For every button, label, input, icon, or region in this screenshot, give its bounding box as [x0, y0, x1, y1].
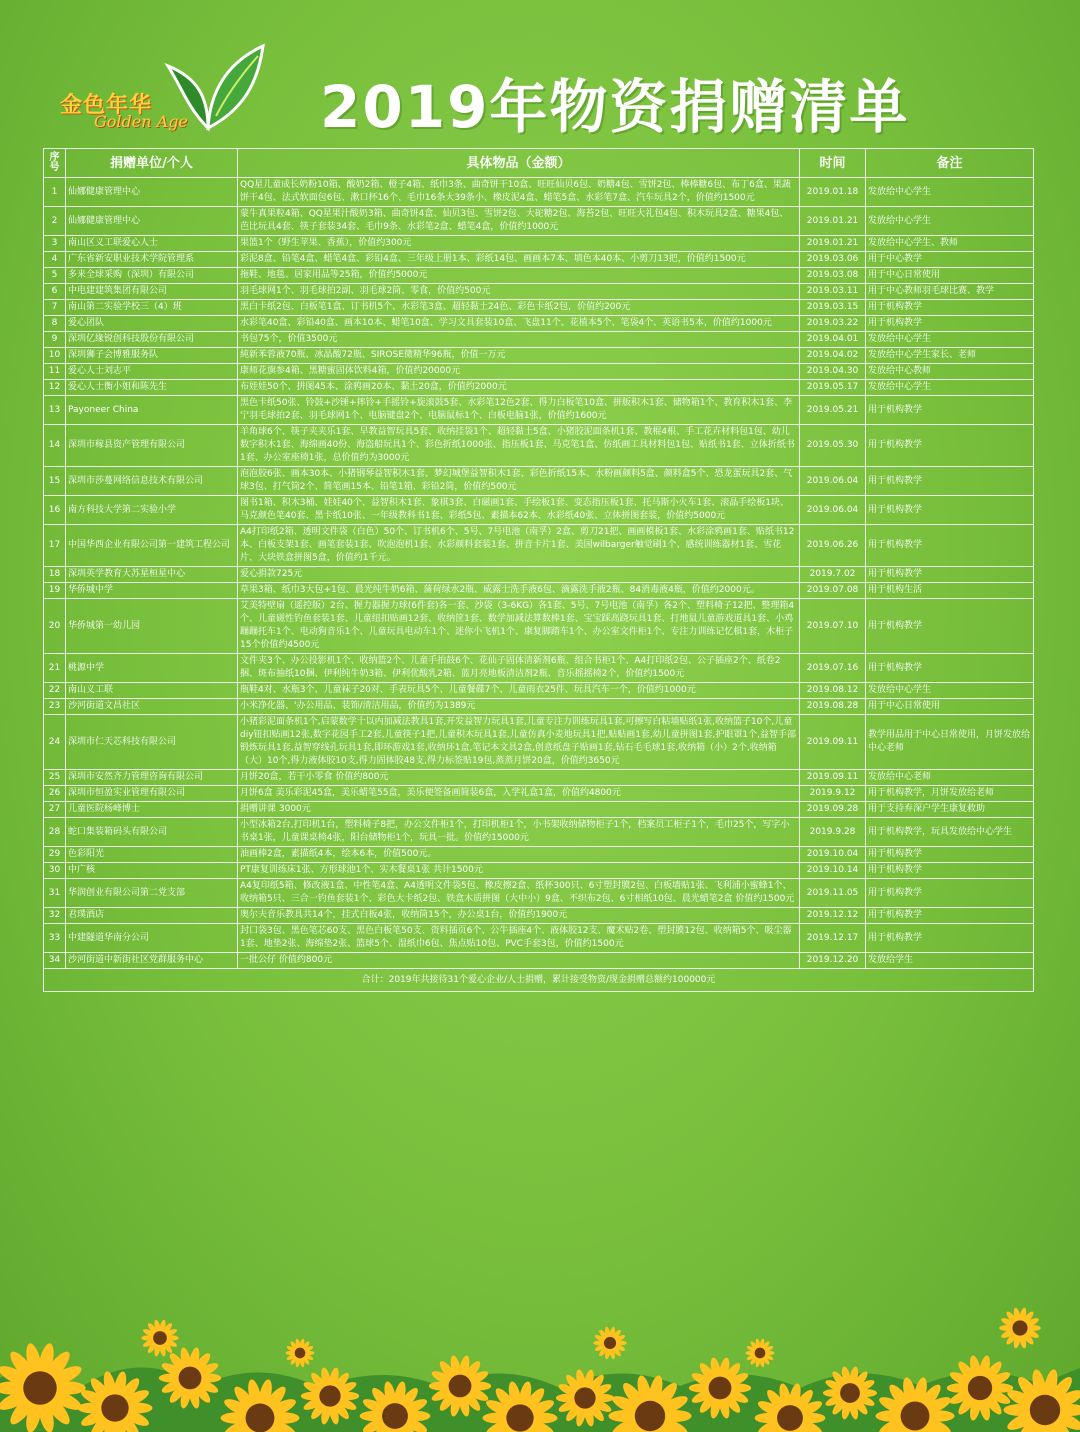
cell-donor: 深圳亿缘锐创科技股份有限公司 [66, 332, 238, 348]
cell-note: 用于支持弃深户学生康复救助 [866, 802, 1034, 818]
table-row [44, 879, 1034, 908]
table-row [44, 654, 1034, 683]
cell-items: 羽毛球网1个、羽毛球拍2副、羽毛球2筒、零食，价值约500元 [238, 284, 800, 300]
cell-no: 8 [44, 316, 66, 332]
table-row [44, 332, 1034, 348]
cell-time: 2019.04.01 [800, 332, 866, 348]
cell-donor: 深圳市恒盈实业管理有限公司 [66, 786, 238, 802]
cell-no: 12 [44, 380, 66, 396]
donation-table [43, 148, 1034, 992]
cell-note: 用于机构教学 [866, 567, 1034, 583]
cell-time: 2019.03.22 [800, 316, 866, 332]
cell-time: 2019.11.05 [800, 879, 866, 908]
cell-items: 黑色卡纸50张、铃鼓+沙锤+摔铃+手摇铃+旋滚鼓5套、水彩笔12色2套、得力白板笔10盒、拼版积木1套、储物箱1个、教育积木1套、李宁羽毛球拍2套、羽毛球网1个、电脑键盘2个、电脑鼠标1个、白板电脑1张，价值约1600元 [238, 396, 800, 425]
cell-items: A4打印纸2箱、透明文件袋（白色）50个、订书机6个、5号、7号电池（南孚）2盒、剪刀21把、画画模板1套、水彩涂鸦画1套、贴纸书12本、白板支架1套、画笔套装1套、吹泡泡机1套、水彩颜料套装1套、拼音卡片1套、美国wilbarger触觉刷1个、感统训练器材1套、雪花片、大块铁盒拼图5盒，价值约1千元。 [238, 525, 800, 567]
table-row [44, 496, 1034, 525]
cell-time: 2019.05.30 [800, 425, 866, 467]
table-row [44, 683, 1034, 699]
cell-donor: 儿童医院杨峰博士 [66, 802, 238, 818]
cell-no: 1 [44, 178, 66, 207]
cell-items: 图书1箱、积木3桶、娃娃40个、益智积木1套、象棋3套、白磁画1套、手绘板1套、变态指压板1套、托马斯小火车1套、滚晶手绘板1块、马克颜色笔40套、黑卡纸10张、一年级教科书1套、彩纸5包、素描本62本、水彩纸40张、立体拼图套装，价值约5000元 [238, 496, 800, 525]
cell-note: 用于机构生活 [866, 583, 1034, 599]
cell-note: 用于机构教学 [866, 525, 1034, 567]
cell-donor: 中广核 [66, 863, 238, 879]
cell-no: 31 [44, 879, 66, 908]
cell-donor: 爱心人士衡小姐和陈先生 [66, 380, 238, 396]
cell-donor: 爱心团队 [66, 316, 238, 332]
cell-no: 2 [44, 207, 66, 236]
cell-time: 2019.01.21 [800, 236, 866, 252]
cell-items: 水彩笔40盒、彩铅40盒、画本10本、蜡笔10盒、学习文具套装10盒、飞盘11个、花植本5个、笔袋4个、英语书5本，价值约1000元 [238, 316, 800, 332]
cell-no: 34 [44, 953, 66, 969]
table-row [44, 252, 1034, 268]
cell-time: 2019.01.21 [800, 207, 866, 236]
cell-note: 发放给中心学生 [866, 332, 1034, 348]
cell-donor: 中建隧道华南分公司 [66, 924, 238, 953]
cell-no: 29 [44, 847, 66, 863]
cell-items: 小米净化器、'办公用品、装饰/清洁用品，价值约为1389元 [238, 699, 800, 715]
cell-no: 22 [44, 683, 66, 699]
cell-note: 用于机构教学 [866, 654, 1034, 683]
cell-note: 用于机构教学 [866, 599, 1034, 654]
cell-time: 2019.03.08 [800, 268, 866, 284]
cell-items: A4复印纸5箱、修改液1盒、中性笔4盒、A4透明文件袋5包、橡皮擦2盒、纸杯300只、6寸塑封膜2包、白板墙贴1张、飞利浦小蜜蜂1个、收纳箱5只、三合一钓鱼套装1个、彩色大卡纸2包、铁盒木质拼图（大中小）9盒、不织布2包、6寸相纸10包、晨光蜡笔2盒 价值约1500元 [238, 879, 800, 908]
cell-time: 2019.01.18 [800, 178, 866, 207]
cell-no: 19 [44, 583, 66, 599]
cell-note: 教学用品用于中心日常使用，月饼发放给中心老师 [866, 715, 1034, 770]
cell-note: 用于机构教学 [866, 863, 1034, 879]
cell-time: 2019.09.11 [800, 715, 866, 770]
cell-no: 10 [44, 348, 66, 364]
cell-donor: 桃源中学 [66, 654, 238, 683]
cell-note: 发放给中心教师 [866, 364, 1034, 380]
total-summary: 合计：2019年共接待31个爱心企业/人士捐赠，累计接受物资/现金捐赠总额约100000元 [44, 969, 1034, 992]
cell-note: 发放给中心学生、教师 [866, 236, 1034, 252]
table-row [44, 770, 1034, 786]
cell-items: 月饼6盒 美乐彩泥45盒，美乐蜡笔55盒，美乐便签备画简装6盒，入学礼盒1盒，价值约4800元 [238, 786, 800, 802]
cell-no: 16 [44, 496, 66, 525]
cell-time: 2019.10.04 [800, 847, 866, 863]
cell-items: PT康复训练床1张、方形球池1个、实木餐桌1张 共计1500元 [238, 863, 800, 879]
cell-items: 文件夹3个、办公投影机1个、收纳篮2个、儿童手拍鼓6个、花仙子固体清新剂6瓶、组合书柜1个、A4打印纸2包、公子插座2个、纸卷2捆、斑布抽纸10捆、伊利纯牛奶3箱、伊利优酸乳2箱、蓝月亮地板清洁剂2瓶、音乐摇摇椅2个，价值约1500元 [238, 654, 800, 683]
cell-donor: 深圳市仁天芯科技有限公司 [66, 715, 238, 770]
table-row [44, 924, 1034, 953]
page-title: 2019年物资捐赠清单 [320, 73, 910, 141]
cell-donor: 色彩阳光 [66, 847, 238, 863]
cell-items: 小型冰箱2台,打印机1台，塑料椅子8把，办公文件柜1个，打印机柜1个，小书架收纳储物柜子1个，档案员工柜子1个，毛巾25个，写字小书桌1张，儿童课桌椅4张，阳台储物柜1个，玩具一批。价值约15000元 [238, 818, 800, 847]
cell-items: 书包75个，价值3500元 [238, 332, 800, 348]
cell-items: 黑白卡纸2包、白板笔1盒、订书机5个、水彩笔3盒、超轻黏土24色、彩色卡纸2包，价值约200元 [238, 300, 800, 316]
cell-note: 发放给中心老师 [866, 770, 1034, 786]
table-row [44, 207, 1034, 236]
table-row [44, 268, 1034, 284]
cell-no: 14 [44, 425, 66, 467]
header-no: 序号 [44, 149, 66, 178]
cell-time: 2019.04.02 [800, 348, 866, 364]
donation-table-container [43, 148, 1033, 992]
cell-time: 2019.06.26 [800, 525, 866, 567]
table-row [44, 953, 1034, 969]
cell-note: 发放给中心学生家长、老师 [866, 348, 1034, 364]
sunflower-icon [285, 1338, 314, 1367]
cell-note: 用于机构教学 [866, 847, 1034, 863]
cell-no: 23 [44, 699, 66, 715]
cell-no: 33 [44, 924, 66, 953]
table-row [44, 567, 1034, 583]
table-row [44, 284, 1034, 300]
cell-items: 泡泡胶6张、画本30本、小猪钢琴益智积木1套、梦幻城堡益智积木1套、彩色折纸15本、水粉画颜料5盒、颜料盒5个、恐龙蛋玩具2套、气球3包、打气筒2个、简笔画15本、铅笔1箱、彩铅2筒，价值约500元 [238, 467, 800, 496]
table-row [44, 380, 1034, 396]
sunflower-icon [593, 1326, 626, 1360]
cell-items: 封口袋3包、黑色笔芯60支、黑色白板笔50支、资料插页6个、公牛插座4个、液体胶12支、魔术贴2卷、塑封膜12包、收纳箱5个、吸尘器1套、地垫2张、海绵垫2张、篮球5个、湿纸巾6包、焦点贴10包、PVC手套3包，价值约1500元 [238, 924, 800, 953]
cell-note: 用于机构教学 [866, 879, 1034, 908]
cell-items: 月饼20盒，若干小零食 价值约800元 [238, 770, 800, 786]
cell-donor: 深圳市莎蔓网络信息技术有限公司 [66, 467, 238, 496]
cell-items: 捐赠讲课 3000元 [238, 802, 800, 818]
table-row [44, 467, 1034, 496]
cell-items: 純新苯蓉液70瓶、冰晶酸72瓶、SIROSE微精华96瓶，价值一万元 [238, 348, 800, 364]
cell-no: 20 [44, 599, 66, 654]
cell-no: 24 [44, 715, 66, 770]
logo-name-en: Golden Age [94, 112, 188, 131]
table-header-row [44, 149, 1034, 178]
cell-donor: 深圳英学教育大苏星桓星中心 [66, 567, 238, 583]
cell-donor: 中国华西企业有限公司第一建筑工程公司 [66, 525, 238, 567]
header-donor: 捐赠单位/个人 [66, 149, 238, 178]
cell-items: 油画棒2盒，素描纸4本，绘本6本，价值500元。 [238, 847, 800, 863]
cell-donor: 深圳市稼县资产管理有限公司 [66, 425, 238, 467]
cell-note: 用于机构教学 [866, 316, 1034, 332]
cell-time: 2019.12.12 [800, 908, 866, 924]
cell-donor: 多来全球采购（深圳）有限公司 [66, 268, 238, 284]
cell-note: 用于中心教师羽毛球比赛、教学 [866, 284, 1034, 300]
cell-time: 2019.05.21 [800, 396, 866, 425]
cell-note: 用于机构教学 [866, 924, 1034, 953]
cell-no: 28 [44, 818, 66, 847]
cell-time: 2019.07.10 [800, 599, 866, 654]
cell-donor: 君璞酒店 [66, 908, 238, 924]
table-row [44, 847, 1034, 863]
cell-donor: 华侨城中学 [66, 583, 238, 599]
table-row [44, 863, 1034, 879]
cell-items: 草果3箱、纸巾3大包+1包、晨光纯牛奶6箱、蒲荷绿水2瓶、威露士洗手液6包、滴露洗手液2瓶、84消毒液4瓶，价值约2000元。 [238, 583, 800, 599]
cell-no: 13 [44, 396, 66, 425]
cell-time: 2019.12.17 [800, 924, 866, 953]
cell-donor: 深圳狮子会博雅服务队 [66, 348, 238, 364]
cell-donor: 沙河街道中新街社区党群服务中心 [66, 953, 238, 969]
cell-donor: 中电建建筑集团有限公司 [66, 284, 238, 300]
cell-items: QQ星儿童成长奶粉10箱、酸奶2箱、橙子4箱、纸巾3条、曲奇饼干10盒、旺旺仙贝6包、奶糖4包、雪饼2包、棒棒糖6包、布丁6盒、果蔬饼干4包、法式软面包6包、漱口杯16个、毛巾16条大39条小、橡皮泥4盒、蜡笔5盒、水彩笔7盒、汽车玩具2个，价值约1500元 [238, 178, 800, 207]
cell-donor: 沙河街道文昌社区 [66, 699, 238, 715]
table-row [44, 786, 1034, 802]
cell-time: 2019.9.12 [800, 786, 866, 802]
cell-no: 4 [44, 252, 66, 268]
cell-time: 2019.07.08 [800, 583, 866, 599]
table-row [44, 525, 1034, 567]
logo-name-cn: 金色年华 [60, 93, 153, 118]
header-note: 备注 [866, 149, 1034, 178]
cell-no: 9 [44, 332, 66, 348]
cell-items: 蒙牛真果粒4箱、QQ星果汁酸奶3箱、曲奇饼4盒、仙贝3包、雪饼2包、大砣糖2包、海苔2包、旺旺大礼包4包、积木玩具2盒、糖果4包、芭比玩具4套、筷子套装34套、毛巾9条、水彩笔2盒、蜡笔4盒，价值约1000元 [238, 207, 800, 236]
table-row [44, 236, 1034, 252]
table-row [44, 364, 1034, 380]
cell-time: 2019.04.30 [800, 364, 866, 380]
cell-donor: 南山义工联 [66, 683, 238, 699]
table-row [44, 300, 1034, 316]
cell-time: 2019.07.16 [800, 654, 866, 683]
header-items: 具体物品（金额） [238, 149, 800, 178]
sunflower-border [0, 1268, 1080, 1432]
sunflower-icon [999, 1307, 1041, 1349]
cell-note: 发放给中心学生 [866, 380, 1034, 396]
cell-donor: 深圳市安然齐力管理咨询有限公司 [66, 770, 238, 786]
cell-donor: 南山区义工联爱心人士 [66, 236, 238, 252]
cell-items: 爱心捐款725元 [238, 567, 800, 583]
cell-items: 艾美特壁扇（遥控版）2台、握力器握力球(6件套)各一套、沙袋（3-6KG）各1套、5号、7号电池（南孚）各2个、塑料椅子12把、整理箱4个、儿童磁性钓鱼套装1套、儿童纽扣贴画12套、收纳筐1套、数学加减法算数棒1套、宝宝踩高跷玩具1套、打地鼠儿童游戏道具1套、小鸡蹦蹦托车1个、电动狗音乐1个、儿童玩具电动车1个、迷你小飞机1个、康复脚踏车1个、办公室文件柜1个、专注力训练记忆棋1套，木柜子15个价值约4500元 [238, 599, 800, 654]
total-row [44, 969, 1034, 992]
cell-items: 拖鞋、地毯、居家用品等25箱，价值约5000元 [238, 268, 800, 284]
cell-items: 小猪彩泥面条机1个,启蒙数学十以内加减法教具1套,开发益智力玩具1套,儿童专注力训练玩具1套,可擦写白粘墙贴纸1张,收纳篮子10个,儿童diy钮扣贴画12张,数字花园手工2套,儿童筷子1把,儿童积木玩具1套,儿童仿真小麦地玩具1把,贴贴画1套,幼儿童拼图1套,护眼罩1个,益智手部锻炼玩具1套,益智穿线孔玩具1套,即环游戏1套,收纳环1盒,笔记本文具2盒,创意纸盘子贴画1套,钻石毛毛球1套,收纳箱（小）2个,收纳箱（大）10个,得力液体胶10支,得力固体胶48支,得力标签贴19包,蒸蒸月饼20盒，价值约3650元 [238, 715, 800, 770]
cell-time: 2019.12.20 [800, 953, 866, 969]
cell-donor: 蛇口集装箱码头有限公司 [66, 818, 238, 847]
cell-no: 5 [44, 268, 66, 284]
cell-items: 瓶鞋4对、水瓶3个、儿童袜子20对、手表玩具5个、儿童餐碟7个、儿童雨衣25件、玩具汽车一个，价值约1000元 [238, 683, 800, 699]
cell-note: 用于机构教学 [866, 467, 1034, 496]
cell-time: 2019.09.11 [800, 770, 866, 786]
cell-no: 7 [44, 300, 66, 316]
cell-no: 15 [44, 467, 66, 496]
cell-donor: 广东省新安职业技术学院管理系 [66, 252, 238, 268]
header-time: 时间 [800, 149, 866, 178]
logo [58, 38, 273, 138]
cell-note: 用于机构教学 [866, 908, 1034, 924]
table-row [44, 178, 1034, 207]
cell-no: 32 [44, 908, 66, 924]
cell-note: 发放给中心学生 [866, 683, 1034, 699]
cell-note: 用于机构教学 [866, 300, 1034, 316]
cell-no: 21 [44, 654, 66, 683]
cell-note: 发放给学生 [866, 953, 1034, 969]
cell-note: 用于机构教学 [866, 425, 1034, 467]
table-row [44, 802, 1034, 818]
cell-no: 18 [44, 567, 66, 583]
cell-time: 2019.05.17 [800, 380, 866, 396]
cell-donor: Payoneer China [66, 396, 238, 425]
cell-items: 果篮1个（野生苹果、香蕉），价值约300元 [238, 236, 800, 252]
cell-note: 用于中心日常使用 [866, 699, 1034, 715]
cell-donor: 华侨城第一幼儿园 [66, 599, 238, 654]
cell-no: 26 [44, 786, 66, 802]
cell-time: 2019.03.06 [800, 252, 866, 268]
cell-no: 17 [44, 525, 66, 567]
cell-no: 6 [44, 284, 66, 300]
sunflower-icon [141, 1319, 178, 1357]
cell-donor: 仙娜健康管理中心 [66, 178, 238, 207]
table-row [44, 316, 1034, 332]
cell-note: 用于机构教学 [866, 496, 1034, 525]
cell-note: 发放给中心学生 [866, 207, 1034, 236]
cell-note: 用于机构教学，月饼发放给老师 [866, 786, 1034, 802]
cell-time: 2019.08.28 [800, 699, 866, 715]
cell-note: 用于机构教学，玩具发放给中心学生 [866, 818, 1034, 847]
cell-time: 2019.03.11 [800, 284, 866, 300]
cell-no: 25 [44, 770, 66, 786]
cell-items: 布娃娃50个、拼图45本、涂鸦画20本、黏土20盒，价值约2000元 [238, 380, 800, 396]
cell-donor: 南山第二实验学校三（4）班 [66, 300, 238, 316]
cell-time: 2019.10.14 [800, 863, 866, 879]
cell-items: 彩泥8盒、铅笔4盒、蜡笔4盒、彩铅4盒、三年级上册1本、彩纸14包、画画本7本、填色本40本、小剪刀13把，价值约1500元 [238, 252, 800, 268]
cell-donor: 爱心人士刘志平 [66, 364, 238, 380]
cell-items: 奥尔夫音乐教具共14个，挂式白板4张，收纳筒15个，办公桌1台，价值约1900元 [238, 908, 800, 924]
cell-donor: 南方科技大学第二实验小学 [66, 496, 238, 525]
cell-time: 2019.06.04 [800, 467, 866, 496]
table-row [44, 425, 1034, 467]
cell-note: 用于中心日常使用 [866, 268, 1034, 284]
cell-no: 27 [44, 802, 66, 818]
cell-no: 30 [44, 863, 66, 879]
cell-time: 2019.7.02 [800, 567, 866, 583]
table-row [44, 583, 1034, 599]
cell-no: 3 [44, 236, 66, 252]
cell-time: 2019.06.04 [800, 496, 866, 525]
cell-items: 羊角球6个、筷子夹夹乐1套、早教益智玩具5套、收纳挂袋1个、超轻黏土5盒、小猪胶泥面条机1套、教棍4根、手工花卉材料包1包、幼儿数字积木1套、海绵画40份、海盗船玩具1个、彩色折纸1000张、指压板1套、马克笔1盒、仿纸画工具材料包1包、贴纸书1套、立体折纸书1套、办公室座椅1张，总价值约为3000元 [238, 425, 800, 467]
cell-note: 用于机构教学 [866, 396, 1034, 425]
table-row [44, 348, 1034, 364]
sunflower-icon [745, 1338, 774, 1367]
table-row [44, 715, 1034, 770]
cell-note: 发放给中心学生 [866, 178, 1034, 207]
cell-no: 11 [44, 364, 66, 380]
cell-items: 康师花旗参4箱、黑糖蜜固体饮料4箱，价值约20000元 [238, 364, 800, 380]
cell-donor: 仙娜健康管理中心 [66, 207, 238, 236]
table-row [44, 908, 1034, 924]
table-row [44, 818, 1034, 847]
cell-time: 2019.08.12 [800, 683, 866, 699]
cell-items: 一批公仔 价值约800元 [238, 953, 800, 969]
table-row [44, 699, 1034, 715]
table-row [44, 599, 1034, 654]
table-row [44, 396, 1034, 425]
cell-time: 2019.03.15 [800, 300, 866, 316]
cell-note: 用于中心教学 [866, 252, 1034, 268]
cell-donor: 华润创业有限公司第二党支部 [66, 879, 238, 908]
cell-time: 2019.9.28 [800, 818, 866, 847]
cell-time: 2019.09.28 [800, 802, 866, 818]
